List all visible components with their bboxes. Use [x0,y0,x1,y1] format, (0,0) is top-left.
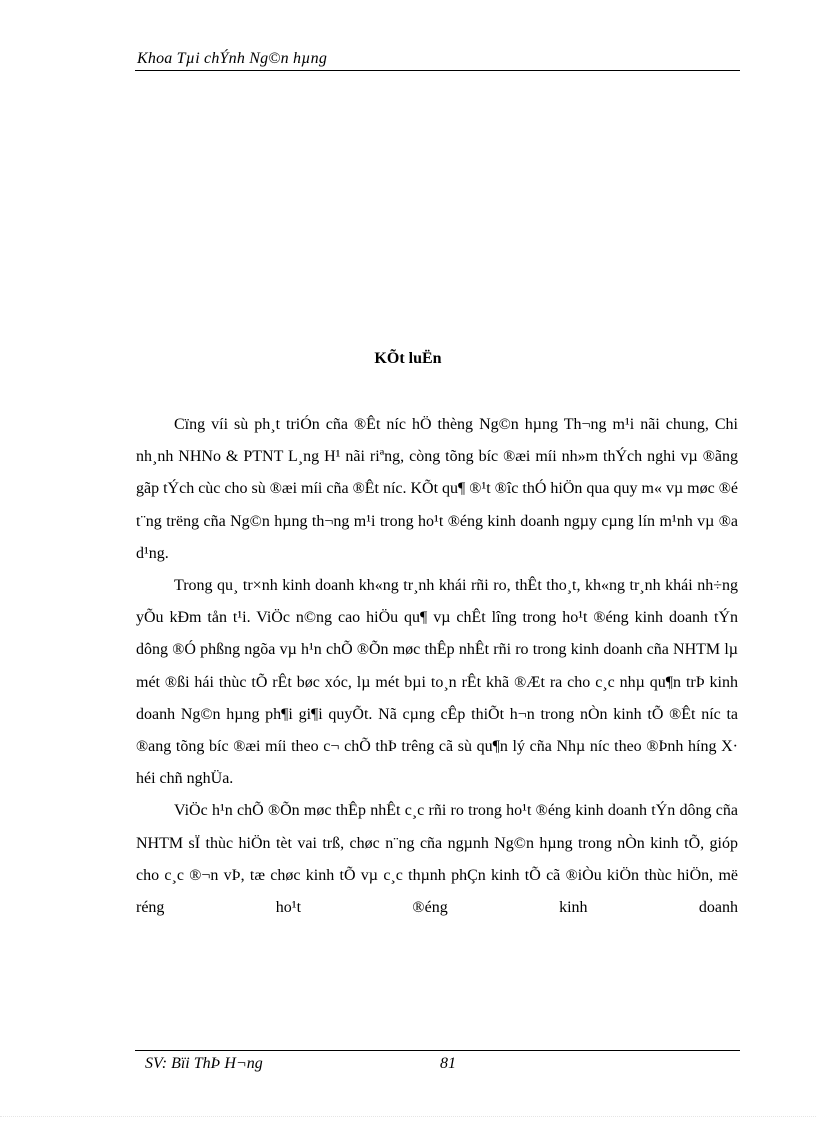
paragraph-3: ViÖc h¹n chÕ ®Õn møc thÊp nhÊt c¸c rñi ro trong ho¹t ®éng kinh doanh tÝn dông cña NHTM sÏ thùc hiÖn tèt vai trß, chøc n¨ng cña ngµnh Ng©n hµng trong nÒn kinh tÕ, gióp cho c¸c ®¬n vÞ, tæ chøc kinh tÕ vµ c¸c thµnh phÇn kinh tÕ cã ®iÒu kiÖn thùc hiÖn, më réng ho¹t ®éng kinh doanh [136,802,738,917]
footer-divider [135,1050,740,1051]
footer-student-name: SV: Bïi ThÞ H¬ng [145,1055,263,1072]
page-bottom-edge [0,1116,816,1117]
paragraph-1: Cïng víi sù ph¸t triÓn cña ®Êt níc hÖ thèng Ng©n hµng Th¬ng m¹i nãi chung, Chi nh¸nh NHNo & PTNT L¸ng H¹ nãi riªng, còng tõng bíc ®æi míi nh»m thÝch nghi vµ ®ãng gãp tÝch cùc cho sù ®æi míi cña ®Êt níc. KÕt qu¶ ®¹t ®îc thÓ hiÖn qua quy m« vµ møc ®é t¨ng trëng cña Ng©n hµng th¬ng m¹i trong ho¹t ®éng kinh doanh ngµy cµng lín m¹nh vµ ®a d¹ng. [136,416,738,562]
page-number: 81 [440,1055,456,1072]
body-text [136,409,738,924]
header-divider [135,70,740,71]
paragraph-2: Trong qu¸ tr×nh kinh doanh kh«ng tr¸nh khái rñi ro, thÊt tho¸t, kh«ng tr¸nh khái nh÷ng yÕu kÐm tån t¹i. ViÖc n©ng cao hiÖu qu¶ vµ chÊt lîng trong ho¹t ®éng kinh doanh tÝn dông ®Ó phßng ngõa vµ h¹n chÕ ®Õn møc thÊp nhÊt rñi ro trong kinh doanh cña NHTM lµ mét ®ßi hái thùc tÕ rÊt bøc xóc, lµ mét bµi to¸n rÊt khã ®Æt ra cho c¸c nhµ qu¶n trÞ kinh doanh Ng©n hµng ph¶i gi¶i quyÕt. Nã cµng cÊp thiÕt h¬n trong nÒn kinh tÕ ®Êt níc ta ®ang tõng bíc ®æi míi theo c¬ chÕ thÞ trêng cã sù qu¶n lý cña Nhµ níc theo ®Þnh híng X· héi chñ nghÜa. [136,577,738,788]
section-title: KÕt luËn [374,350,442,367]
running-header: Khoa Tµi chÝnh Ng©n hµng [137,50,328,67]
